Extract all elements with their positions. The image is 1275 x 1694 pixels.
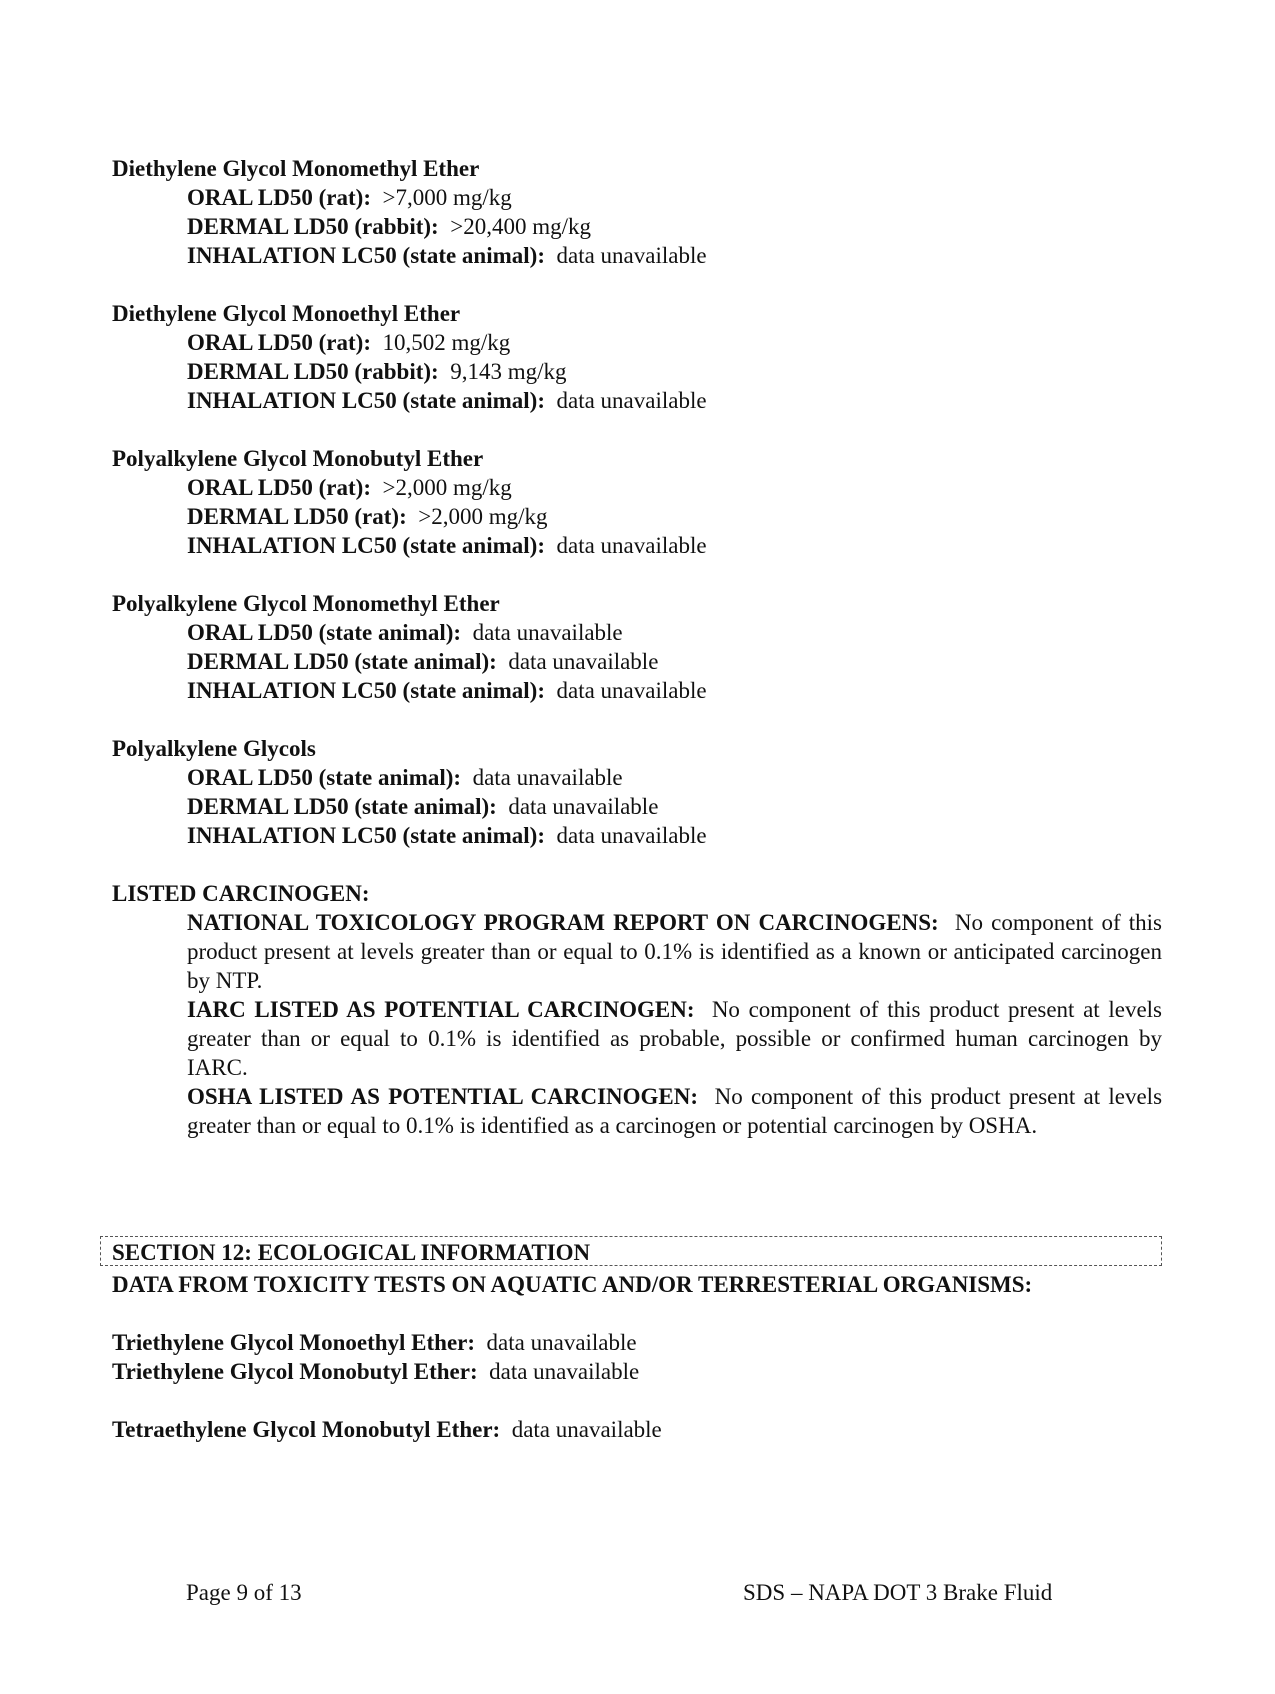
tox-block [112,589,1162,705]
carcinogen-item [112,908,1162,995]
tox-value: data unavailable [472,620,623,645]
eco-item [112,1328,662,1357]
tox-label: DERMAL LD50 (state animal): [187,649,497,674]
carcinogen-text: No component of this product present at levels greater than or equal to 0.1% is identified as a known or anticipated carcinogen by NTP. [187,910,1162,993]
tox-value: data unavailable [556,678,707,703]
tox-row [112,212,1162,241]
tox-label: DERMAL LD50 (rat): [187,504,407,529]
tox-value: data unavailable [508,794,659,819]
listed-carcinogen-title: LISTED CARCINOGEN: [112,881,370,906]
page-number: Page 9 of 13 [186,1580,302,1605]
tox-label: DERMAL LD50 (rabbit): [187,359,439,384]
chemical-name: Polyalkylene Glycol Monomethyl Ether [112,591,500,616]
tox-label: INHALATION LC50 (state animal): [187,388,545,413]
tox-value: 10,502 mg/kg [382,330,511,355]
tox-row [112,618,1162,647]
chemical-name: Diethylene Glycol Monoethyl Ether [112,301,461,326]
tox-value: data unavailable [508,649,659,674]
eco-value: data unavailable [486,1330,637,1355]
tox-value: data unavailable [556,388,707,413]
ecological-list [112,1328,662,1444]
tox-label: INHALATION LC50 (state animal): [187,678,545,703]
tox-block [112,154,1162,270]
eco-item [112,1415,662,1444]
section-12-subtitle: DATA FROM TOXICITY TESTS ON AQUATIC AND/OR TERRESTERIAL ORGANISMS: [112,1272,1033,1297]
carcinogen-label: OSHA LISTED AS POTENTIAL CARCINOGEN: [187,1084,699,1109]
tox-label: DERMAL LD50 (rabbit): [187,214,439,239]
tox-value: >7,000 mg/kg [382,185,512,210]
tox-label: ORAL LD50 (rat): [187,330,371,355]
tox-value: 9,143 mg/kg [450,359,567,384]
tox-row [112,357,1162,386]
tox-value: data unavailable [556,533,707,558]
tox-label: INHALATION LC50 (state animal): [187,243,545,268]
chemical-name: Polyalkylene Glycols [112,736,316,761]
document-title: SDS – NAPA DOT 3 Brake Fluid [743,1580,1053,1605]
tox-value: >2,000 mg/kg [418,504,548,529]
tox-row [112,386,1162,415]
tox-block [112,444,1162,560]
tox-label: ORAL LD50 (state animal): [187,620,462,645]
tox-value: data unavailable [556,823,707,848]
tox-row [112,676,1162,705]
carcinogen-text: No component of this product present at levels greater than or equal to 0.1% is identified as a carcinogen or potential carcinogen by OSHA. [187,1084,1163,1138]
listed-carcinogen-block [112,879,1162,1140]
tox-row [112,328,1162,357]
section-12-title: SECTION 12: ECOLOGICAL INFORMATION [112,1240,591,1265]
chemical-name: Polyalkylene Glycol Monobutyl Ether [112,446,484,471]
carcinogen-label: NATIONAL TOXICOLOGY PROGRAM REPORT ON CARCINOGENS: [187,910,939,935]
tox-value: data unavailable [472,765,623,790]
tox-row [112,473,1162,502]
eco-item [112,1357,662,1386]
tox-row [112,502,1162,531]
tox-row [112,792,1162,821]
tox-label: ORAL LD50 (rat): [187,185,371,210]
tox-row [112,821,1162,850]
tox-block [112,734,1162,850]
tox-row [112,647,1162,676]
tox-row [112,531,1162,560]
tox-row [112,183,1162,212]
tox-row [112,763,1162,792]
carcinogen-text: No component of this product present at levels greater than or equal to 0.1% is identified as probable, possible or confirmed human carcinogen by IARC. [187,997,1162,1080]
spacer [112,1386,662,1415]
tox-value: >2,000 mg/kg [382,475,512,500]
carcinogen-item [112,1082,1162,1140]
tox-block [112,299,1162,415]
tox-label: ORAL LD50 (rat): [187,475,371,500]
tox-value: >20,400 mg/kg [450,214,591,239]
eco-label: Triethylene Glycol Monobutyl Ether: [112,1359,478,1384]
tox-label: ORAL LD50 (state animal): [187,765,462,790]
tox-label: INHALATION LC50 (state animal): [187,533,545,558]
eco-label: Triethylene Glycol Monoethyl Ether: [112,1330,476,1355]
chemical-name: Diethylene Glycol Monomethyl Ether [112,156,480,181]
tox-row [112,241,1162,270]
toxicology-content [112,154,1162,1140]
carcinogen-item [112,995,1162,1082]
tox-label: INHALATION LC50 (state animal): [187,823,545,848]
tox-value: data unavailable [556,243,707,268]
eco-label: Tetraethylene Glycol Monobutyl Ether: [112,1417,501,1442]
eco-value: data unavailable [489,1359,640,1384]
tox-label: DERMAL LD50 (state animal): [187,794,497,819]
eco-value: data unavailable [511,1417,662,1442]
carcinogen-label: IARC LISTED AS POTENTIAL CARCINOGEN: [187,997,695,1022]
